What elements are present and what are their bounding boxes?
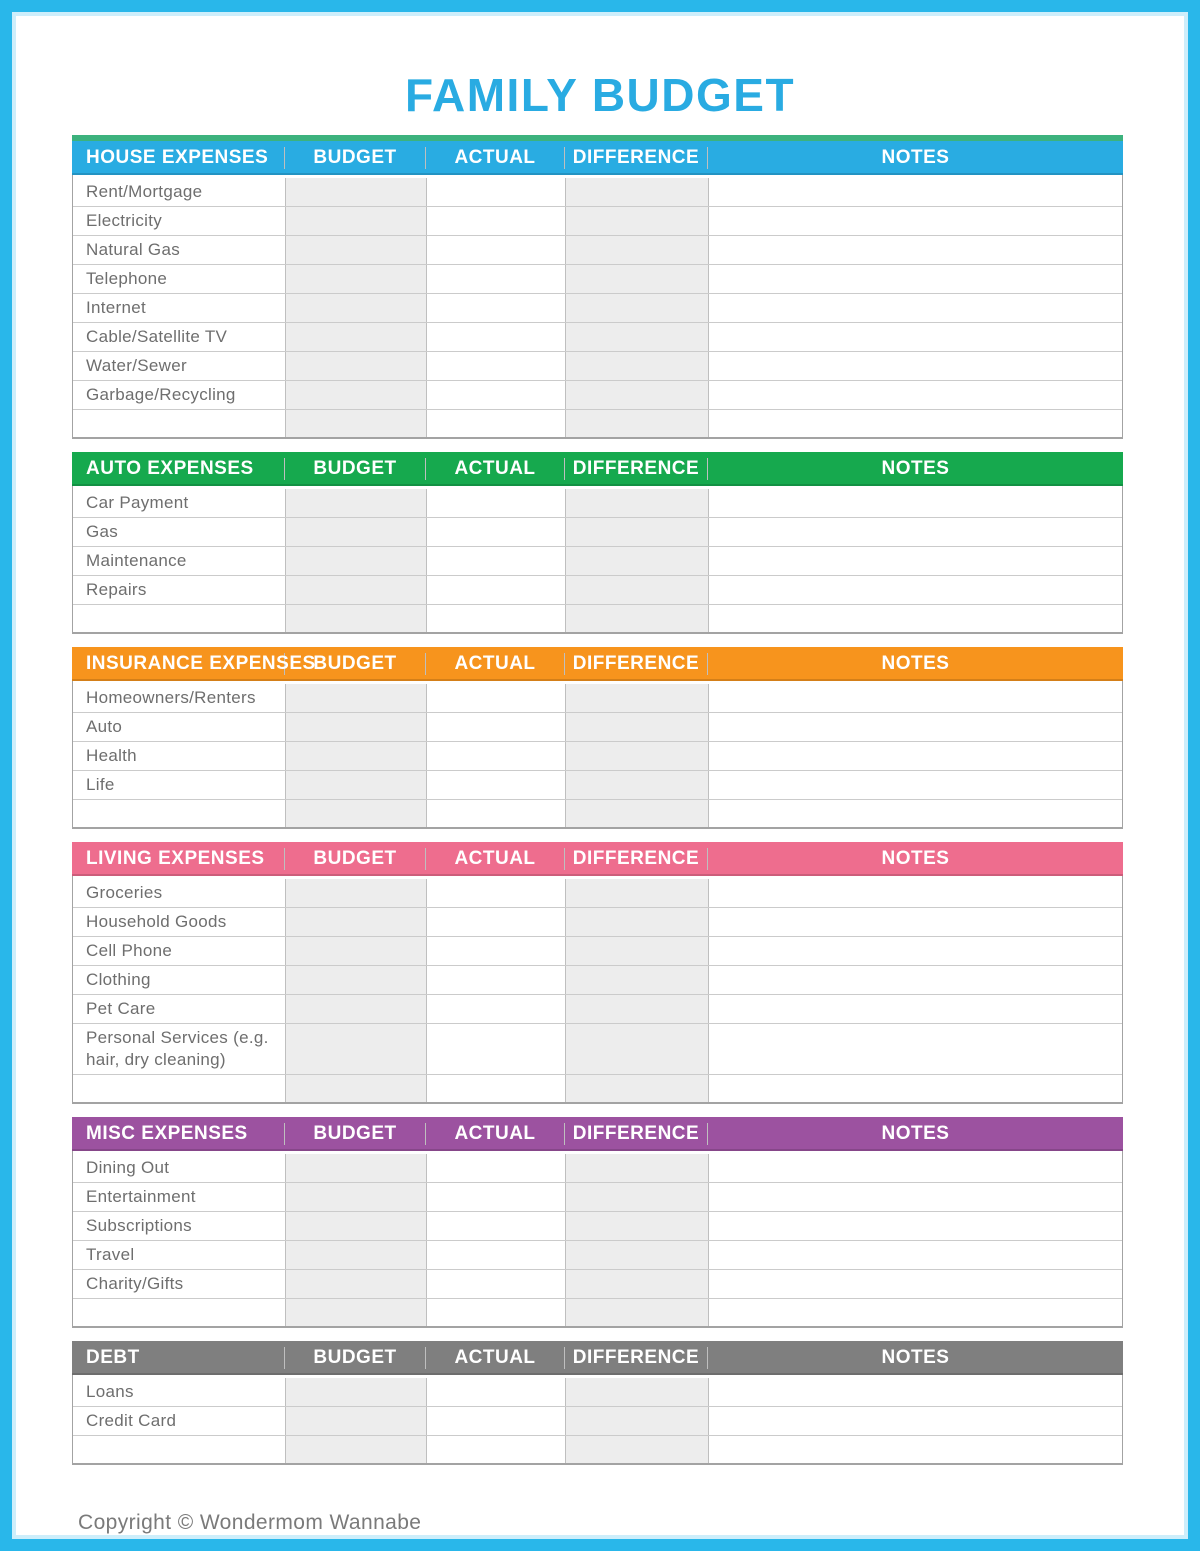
- column-header-notes: NOTES: [881, 653, 950, 674]
- table-row: [73, 879, 1122, 908]
- expense-category-label: Charity/Gifts: [73, 1270, 286, 1298]
- actual-value-cell: [427, 1241, 566, 1269]
- table-row: [73, 800, 1122, 827]
- section-body: [73, 1151, 1122, 1326]
- budget-value-cell: [286, 995, 427, 1023]
- column-header-actual: ACTUAL: [426, 1347, 565, 1369]
- expense-category-label: Garbage/Recycling: [73, 381, 286, 409]
- difference-value-cell: [566, 489, 709, 517]
- budget-value-cell: [286, 966, 427, 994]
- difference-value-cell: [566, 1241, 709, 1269]
- budget-value-cell: [286, 489, 427, 517]
- column-header-difference: DIFFERENCE: [565, 1347, 708, 1369]
- budget-value-cell: [286, 323, 427, 351]
- actual-value-cell: [427, 265, 566, 293]
- column-header-difference: DIFFERENCE: [565, 653, 708, 675]
- section-body: [73, 681, 1122, 827]
- budget-value-cell: [286, 1270, 427, 1298]
- table-row: [73, 995, 1122, 1024]
- section-header-row: [72, 1341, 1123, 1375]
- expense-category-label: Car Payment: [73, 489, 286, 517]
- table-row: [73, 1378, 1122, 1407]
- budget-value-cell: [286, 1407, 427, 1435]
- budget-section-living: [72, 842, 1123, 1104]
- notes-value-cell: [709, 1241, 1122, 1269]
- budget-tables-container: [72, 135, 1123, 1465]
- budget-value-cell: [286, 1299, 427, 1326]
- column-header-difference: DIFFERENCE: [565, 147, 708, 169]
- table-row: [73, 576, 1122, 605]
- budget-value-cell: [286, 937, 427, 965]
- actual-value-cell: [427, 800, 566, 827]
- actual-value-cell: [427, 771, 566, 799]
- difference-value-cell: [566, 937, 709, 965]
- table-row: [73, 937, 1122, 966]
- expense-category-label: Water/Sewer: [73, 352, 286, 380]
- difference-value-cell: [566, 323, 709, 351]
- column-header-actual: ACTUAL: [426, 848, 565, 870]
- actual-value-cell: [427, 879, 566, 907]
- column-header-actual: ACTUAL: [426, 653, 565, 675]
- section-header-row: [72, 647, 1123, 681]
- budget-value-cell: [286, 576, 427, 604]
- column-header-budget: BUDGET: [285, 458, 426, 480]
- notes-value-cell: [709, 1154, 1122, 1182]
- table-row: [73, 265, 1122, 294]
- budget-value-cell: [286, 518, 427, 546]
- budget-value-cell: [286, 352, 427, 380]
- section-title: HOUSE EXPENSES: [72, 147, 285, 169]
- budget-value-cell: [286, 1378, 427, 1406]
- expense-category-label: Pet Care: [73, 995, 286, 1023]
- table-row: [73, 908, 1122, 937]
- expense-category-label: Gas: [73, 518, 286, 546]
- column-header-budget: BUDGET: [285, 848, 426, 870]
- notes-value-cell: [709, 937, 1122, 965]
- notes-value-cell: [709, 1378, 1122, 1406]
- column-header-budget: BUDGET: [285, 1347, 426, 1369]
- table-row: [73, 207, 1122, 236]
- notes-value-cell: [709, 1270, 1122, 1298]
- difference-value-cell: [566, 207, 709, 235]
- actual-value-cell: [427, 1183, 566, 1211]
- table-row: [73, 236, 1122, 265]
- table-row: [73, 1436, 1122, 1463]
- notes-value-cell: [709, 178, 1122, 206]
- difference-value-cell: [566, 1299, 709, 1326]
- notes-value-cell: [709, 207, 1122, 235]
- actual-value-cell: [427, 908, 566, 936]
- difference-value-cell: [566, 1024, 709, 1074]
- table-row: [73, 381, 1122, 410]
- expense-category-label: Rent/Mortgage: [73, 178, 286, 206]
- budget-value-cell: [286, 236, 427, 264]
- budget-section-misc: [72, 1117, 1123, 1328]
- budget-value-cell: [286, 879, 427, 907]
- notes-value-cell: [709, 771, 1122, 799]
- budget-value-cell: [286, 771, 427, 799]
- actual-value-cell: [427, 236, 566, 264]
- column-header-actual: ACTUAL: [426, 147, 565, 169]
- budget-value-cell: [286, 684, 427, 712]
- expense-category-label: Clothing: [73, 966, 286, 994]
- expense-category-label: Homeowners/Renters: [73, 684, 286, 712]
- table-row: [73, 742, 1122, 771]
- notes-value-cell: [709, 489, 1122, 517]
- notes-value-cell: [709, 265, 1122, 293]
- notes-value-cell: [709, 800, 1122, 827]
- expense-category-label: [73, 1075, 286, 1102]
- notes-value-cell: [709, 547, 1122, 575]
- table-row: [73, 323, 1122, 352]
- notes-value-cell: [709, 742, 1122, 770]
- budget-value-cell: [286, 800, 427, 827]
- section-body: [73, 876, 1122, 1102]
- actual-value-cell: [427, 937, 566, 965]
- difference-value-cell: [566, 1154, 709, 1182]
- budget-value-cell: [286, 1212, 427, 1240]
- actual-value-cell: [427, 323, 566, 351]
- budget-section-house: [72, 135, 1123, 439]
- expense-category-label: Credit Card: [73, 1407, 286, 1435]
- difference-value-cell: [566, 236, 709, 264]
- notes-value-cell: [709, 294, 1122, 322]
- actual-value-cell: [427, 1024, 566, 1074]
- table-row: [73, 605, 1122, 632]
- difference-value-cell: [566, 1270, 709, 1298]
- actual-value-cell: [427, 178, 566, 206]
- table-row: [73, 1241, 1122, 1270]
- actual-value-cell: [427, 995, 566, 1023]
- difference-value-cell: [566, 771, 709, 799]
- budget-value-cell: [286, 265, 427, 293]
- expense-category-label: [73, 800, 286, 827]
- table-row: [73, 966, 1122, 995]
- difference-value-cell: [566, 995, 709, 1023]
- notes-value-cell: [709, 1436, 1122, 1463]
- notes-value-cell: [709, 1212, 1122, 1240]
- notes-value-cell: [709, 236, 1122, 264]
- section-title: AUTO EXPENSES: [72, 458, 285, 480]
- expense-category-label: [73, 605, 286, 632]
- actual-value-cell: [427, 1378, 566, 1406]
- actual-value-cell: [427, 576, 566, 604]
- section-header-row: [72, 1117, 1123, 1151]
- notes-value-cell: [709, 1299, 1122, 1326]
- difference-value-cell: [566, 1407, 709, 1435]
- actual-value-cell: [427, 1407, 566, 1435]
- difference-value-cell: [566, 518, 709, 546]
- difference-value-cell: [566, 966, 709, 994]
- expense-category-label: Cell Phone: [73, 937, 286, 965]
- table-row: [73, 410, 1122, 437]
- expense-category-label: Groceries: [73, 879, 286, 907]
- budget-value-cell: [286, 1154, 427, 1182]
- difference-value-cell: [566, 1075, 709, 1102]
- expense-category-label: Life: [73, 771, 286, 799]
- actual-value-cell: [427, 684, 566, 712]
- difference-value-cell: [566, 1212, 709, 1240]
- notes-value-cell: [709, 605, 1122, 632]
- page-title: FAMILY BUDGET: [404, 69, 796, 121]
- expense-category-label: Loans: [73, 1378, 286, 1406]
- table-row: [73, 489, 1122, 518]
- budget-value-cell: [286, 1436, 427, 1463]
- budget-value-cell: [286, 1075, 427, 1102]
- expense-category-label: Repairs: [73, 576, 286, 604]
- expense-category-label: Entertainment: [73, 1183, 286, 1211]
- difference-value-cell: [566, 800, 709, 827]
- difference-value-cell: [566, 1183, 709, 1211]
- budget-value-cell: [286, 207, 427, 235]
- table-row: [73, 1299, 1122, 1326]
- expense-category-label: Cable/Satellite TV: [73, 323, 286, 351]
- difference-value-cell: [566, 908, 709, 936]
- actual-value-cell: [427, 713, 566, 741]
- column-header-actual: ACTUAL: [426, 1123, 565, 1145]
- column-header-budget: BUDGET: [285, 1123, 426, 1145]
- actual-value-cell: [427, 518, 566, 546]
- expense-category-label: [73, 1436, 286, 1463]
- section-body: [73, 175, 1122, 437]
- difference-value-cell: [566, 879, 709, 907]
- budget-value-cell: [286, 1024, 427, 1074]
- difference-value-cell: [566, 294, 709, 322]
- budget-value-cell: [286, 178, 427, 206]
- table-row: [73, 178, 1122, 207]
- section-body: [73, 486, 1122, 632]
- notes-value-cell: [709, 410, 1122, 437]
- expense-category-label: Electricity: [73, 207, 286, 235]
- table-row: [73, 1270, 1122, 1299]
- difference-value-cell: [566, 576, 709, 604]
- expense-category-label: Dining Out: [73, 1154, 286, 1182]
- budget-value-cell: [286, 1183, 427, 1211]
- notes-value-cell: [709, 966, 1122, 994]
- notes-value-cell: [709, 576, 1122, 604]
- difference-value-cell: [566, 1378, 709, 1406]
- actual-value-cell: [427, 381, 566, 409]
- notes-value-cell: [709, 684, 1122, 712]
- column-header-actual: ACTUAL: [426, 458, 565, 480]
- difference-value-cell: [566, 178, 709, 206]
- budget-value-cell: [286, 547, 427, 575]
- actual-value-cell: [427, 1270, 566, 1298]
- table-row: [73, 1407, 1122, 1436]
- expense-category-label: Health: [73, 742, 286, 770]
- column-header-budget: BUDGET: [285, 147, 426, 169]
- table-row: [73, 713, 1122, 742]
- expense-category-label: Telephone: [73, 265, 286, 293]
- section-header-row: [72, 141, 1123, 175]
- budget-value-cell: [286, 713, 427, 741]
- actual-value-cell: [427, 1075, 566, 1102]
- actual-value-cell: [427, 1436, 566, 1463]
- difference-value-cell: [566, 265, 709, 293]
- budget-value-cell: [286, 381, 427, 409]
- actual-value-cell: [427, 207, 566, 235]
- section-title: MISC EXPENSES: [72, 1123, 285, 1145]
- budget-value-cell: [286, 605, 427, 632]
- column-header-budget: BUDGET: [285, 653, 426, 675]
- notes-value-cell: [709, 323, 1122, 351]
- difference-value-cell: [566, 352, 709, 380]
- actual-value-cell: [427, 742, 566, 770]
- expense-category-label: Travel: [73, 1241, 286, 1269]
- difference-value-cell: [566, 1436, 709, 1463]
- notes-value-cell: [709, 1024, 1122, 1074]
- actual-value-cell: [427, 966, 566, 994]
- table-row: [73, 352, 1122, 381]
- column-header-notes: NOTES: [881, 147, 950, 168]
- difference-value-cell: [566, 605, 709, 632]
- column-header-difference: DIFFERENCE: [565, 848, 708, 870]
- column-header-notes: NOTES: [881, 458, 950, 479]
- section-title: LIVING EXPENSES: [72, 848, 285, 870]
- table-row: [73, 1183, 1122, 1212]
- column-header-difference: DIFFERENCE: [565, 458, 708, 480]
- notes-value-cell: [709, 713, 1122, 741]
- expense-category-label: [73, 1299, 286, 1326]
- table-row: [73, 294, 1122, 323]
- section-title: DEBT: [72, 1347, 285, 1369]
- table-row: [73, 771, 1122, 800]
- actual-value-cell: [427, 1299, 566, 1326]
- budget-value-cell: [286, 1241, 427, 1269]
- budget-value-cell: [286, 742, 427, 770]
- difference-value-cell: [566, 410, 709, 437]
- difference-value-cell: [566, 381, 709, 409]
- actual-value-cell: [427, 1212, 566, 1240]
- budget-section-debt: [72, 1341, 1123, 1465]
- expense-category-label: [73, 410, 286, 437]
- actual-value-cell: [427, 1154, 566, 1182]
- budget-section-auto: [72, 452, 1123, 634]
- actual-value-cell: [427, 294, 566, 322]
- table-row: [73, 518, 1122, 547]
- expense-category-label: Auto: [73, 713, 286, 741]
- table-row: [73, 1212, 1122, 1241]
- budget-value-cell: [286, 294, 427, 322]
- expense-category-label: Natural Gas: [73, 236, 286, 264]
- expense-category-label: Internet: [73, 294, 286, 322]
- actual-value-cell: [427, 547, 566, 575]
- column-header-notes: NOTES: [881, 848, 950, 869]
- column-header-notes: NOTES: [881, 1123, 950, 1144]
- column-header-notes: NOTES: [881, 1347, 950, 1368]
- table-row: [73, 1154, 1122, 1183]
- section-header-row: [72, 452, 1123, 486]
- column-header-difference: DIFFERENCE: [565, 1123, 708, 1145]
- section-header-row: [72, 842, 1123, 876]
- actual-value-cell: [427, 605, 566, 632]
- budget-value-cell: [286, 410, 427, 437]
- notes-value-cell: [709, 908, 1122, 936]
- actual-value-cell: [427, 489, 566, 517]
- notes-value-cell: [709, 1407, 1122, 1435]
- notes-value-cell: [709, 995, 1122, 1023]
- notes-value-cell: [709, 381, 1122, 409]
- table-row: [73, 684, 1122, 713]
- difference-value-cell: [566, 713, 709, 741]
- budget-value-cell: [286, 908, 427, 936]
- actual-value-cell: [427, 352, 566, 380]
- section-title: INSURANCE EXPENSES: [72, 653, 285, 675]
- difference-value-cell: [566, 742, 709, 770]
- notes-value-cell: [709, 879, 1122, 907]
- table-row: [73, 1075, 1122, 1102]
- budget-section-insurance: [72, 647, 1123, 829]
- expense-category-label: Maintenance: [73, 547, 286, 575]
- expense-category-label: Personal Services (e.g. hair, dry cleaning): [73, 1024, 286, 1074]
- notes-value-cell: [709, 1183, 1122, 1211]
- expense-category-label: Household Goods: [73, 908, 286, 936]
- notes-value-cell: [709, 518, 1122, 546]
- copyright-text: Copyright © Wondermom Wannabe: [78, 1511, 422, 1534]
- expense-category-label: Subscriptions: [73, 1212, 286, 1240]
- notes-value-cell: [709, 352, 1122, 380]
- notes-value-cell: [709, 1075, 1122, 1102]
- section-body: [73, 1375, 1122, 1463]
- table-row: [73, 547, 1122, 576]
- difference-value-cell: [566, 547, 709, 575]
- table-row: [73, 1024, 1122, 1075]
- actual-value-cell: [427, 410, 566, 437]
- difference-value-cell: [566, 684, 709, 712]
